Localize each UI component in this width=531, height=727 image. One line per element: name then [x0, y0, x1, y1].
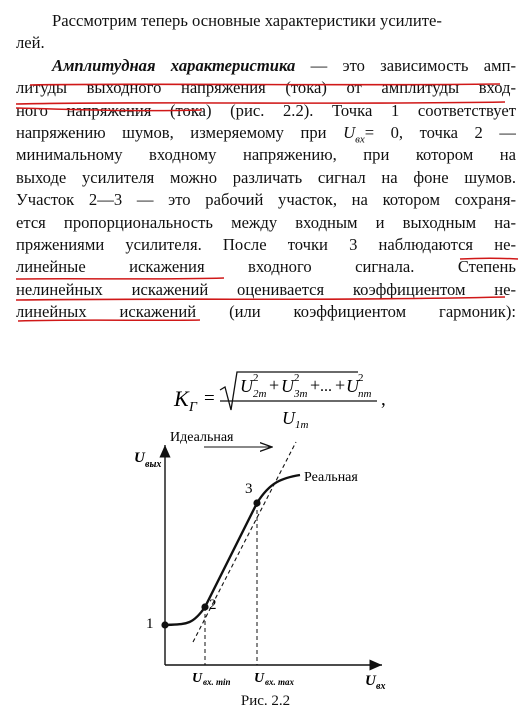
text-line-1: Рассмотрим теперь основные характеристики усилите-: [52, 11, 442, 30]
x-axis-sub: вх: [376, 681, 386, 690]
num-sub1: 2m: [253, 388, 267, 400]
text-line-3-rest: — это зависимость амп-: [295, 55, 516, 75]
den-u: U: [282, 408, 295, 428]
num-sub2: 3m: [294, 388, 308, 400]
num-plus3: +: [335, 375, 346, 395]
formula-k-sub: Г: [189, 400, 197, 415]
num-dots: ...: [320, 378, 332, 395]
xmax-label: U: [254, 671, 265, 686]
label-point-3: 3: [245, 481, 253, 497]
text-line-9: Участок 2—3 — это рабочий участок, на котором сохраня-: [16, 190, 516, 210]
num-u3: U: [346, 376, 359, 396]
amplitude-characteristic-figure: [120, 420, 410, 690]
num-plus1: +: [269, 375, 280, 395]
underline-1: [30, 84, 500, 85]
xmax-sub: вх. max: [265, 677, 295, 687]
num-sup1: 2: [253, 372, 259, 384]
x-axis-label: U: [365, 673, 376, 689]
text-line-6a: напряжению шумов, измеряемому при: [16, 122, 344, 142]
point-1: [161, 621, 168, 628]
label-real: Реальная: [304, 470, 358, 485]
num-sup2: 2: [294, 372, 300, 384]
label-point-1: 1: [146, 616, 154, 632]
text-line-12: линейные искажения входного сигнала. Степень: [16, 257, 516, 277]
num-sup3: 2: [358, 372, 364, 384]
term-amplitude-characteristic: Амплитудная характеристика: [52, 55, 296, 75]
text-line-11: пряжениями усилителя. После точки 3 наблюдаются не-: [16, 234, 516, 254]
formula-k: K: [174, 386, 189, 411]
text-line-7: минимальному входному напряжению, при котором на: [16, 145, 516, 165]
label-ideal: Идеальная: [170, 430, 234, 445]
underline-7: [18, 320, 200, 321]
y-axis-label: U: [134, 450, 145, 466]
figure-caption: Рис. 2.2: [240, 693, 291, 709]
num-subn: nm: [358, 388, 372, 400]
text-line-6b: = 0, точка 2 —: [364, 122, 516, 142]
xmin-sub: вх. min: [203, 677, 231, 687]
underline-3: [16, 108, 202, 111]
text-line-14: линейных искажений (или коэффициентом гармоник):: [16, 302, 516, 322]
u-symbol: U: [343, 122, 356, 142]
text-line-10: ется пропорциональность между входным и выходным на-: [16, 212, 516, 232]
label-point-2: 2: [209, 597, 217, 613]
formula-comma: ,: [381, 389, 386, 410]
text-line-4: литуды выходного напряжения (тока) от амплитуды вход-: [16, 78, 516, 98]
real-curve: [165, 475, 300, 625]
point-3: [253, 499, 260, 506]
num-plus2: +: [310, 375, 321, 395]
text-line-8: выходе усилителя можно различать сигнал на фоне шумов.: [16, 167, 516, 187]
num-u2: U: [281, 376, 294, 396]
underline-4: [460, 258, 518, 259]
underline-5: [16, 278, 224, 279]
xmin-label: U: [192, 671, 203, 686]
point-2: [201, 603, 208, 610]
u-subscript: вх: [355, 133, 365, 145]
text-line-13: нелинейных искажений оценивается коэффициентом не-: [16, 279, 516, 299]
y-axis-sub: вых: [145, 459, 162, 470]
underline-2: [16, 102, 505, 104]
den-sub: 1m: [295, 419, 309, 430]
formula-eq: =: [204, 388, 215, 409]
text-line-2: лей.: [16, 33, 45, 53]
underline-6: [16, 297, 505, 300]
num-u1: U: [240, 376, 253, 396]
text-line-5: ного напряжения (тока) (рис. 2.2). Точка 1 соответствует: [16, 100, 516, 120]
